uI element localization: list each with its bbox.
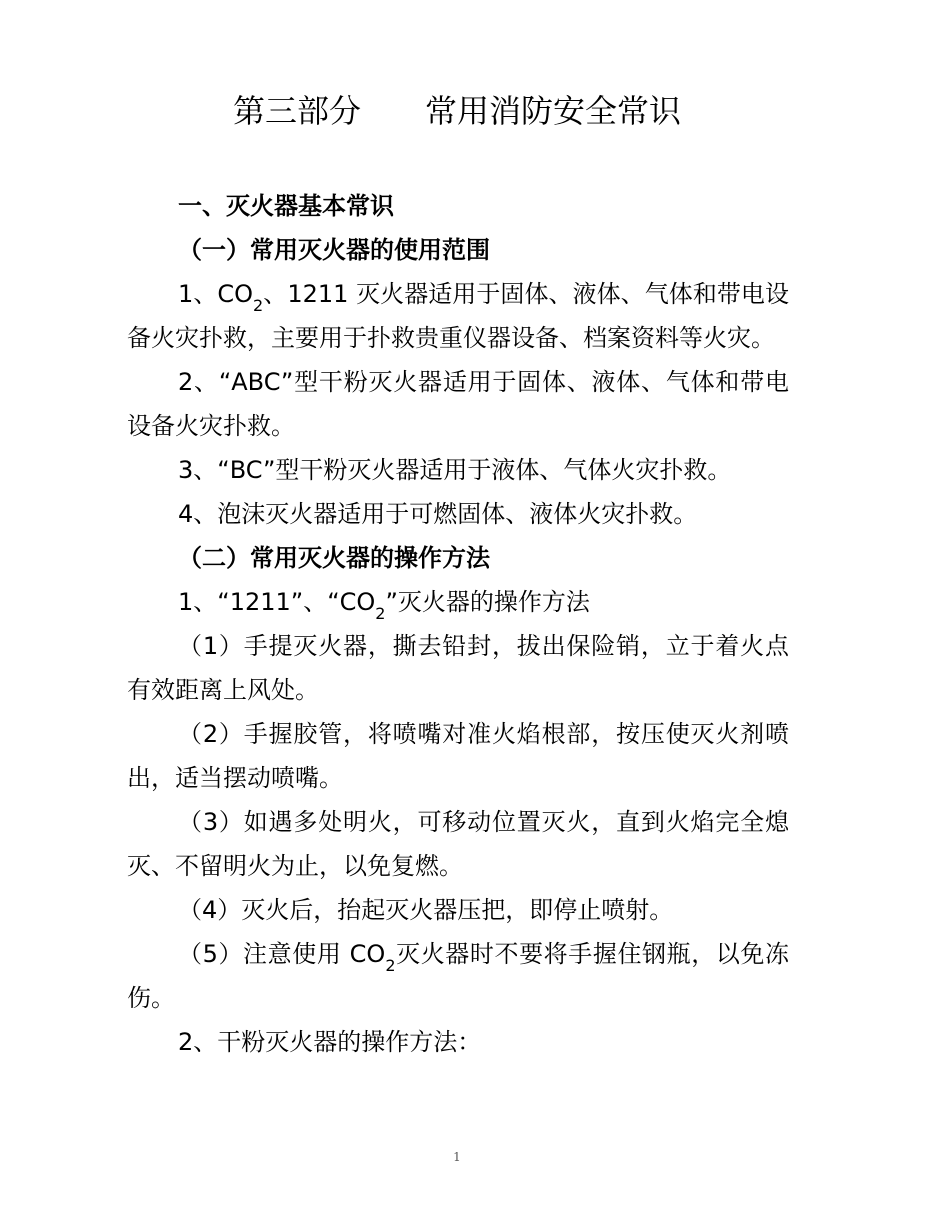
step-4: （4）灭火后，抬起灭火器压把，即停止喷射。 — [178, 896, 674, 924]
subsection-heading: （一）常用灭火器的使用范围 — [178, 236, 490, 264]
page-number: 1 — [453, 1150, 461, 1164]
subscript: 2 — [253, 296, 264, 315]
step-2: （2）手握胶管，将喷嘴对准火焰根部，按压使灭火剂喷出，适当摆动喷嘴。 — [127, 720, 789, 792]
paragraph-operation-2: 2、干粉灭火器的操作方法： — [178, 1028, 482, 1056]
paragraph-operation-1 — [127, 580, 789, 624]
page-title: 第三部分 常用消防安全常识 — [232, 92, 681, 130]
paragraph-bc: 3、“BC”型干粉灭火器适用于液体、气体火灾扑救。 — [178, 456, 732, 484]
document-body — [127, 184, 789, 1064]
paragraph-co2-1211 — [127, 272, 789, 360]
paragraph-text: 1、CO — [178, 280, 254, 308]
step-3: （3）如遇多处明火，可移动位置灭火，直到火焰完全熄灭、不留明火为止，以免复燃。 — [127, 808, 789, 880]
paragraph-foam: 4、泡沫灭火器适用于可燃固体、液体火灾扑救。 — [178, 500, 698, 528]
subscript: 2 — [375, 604, 386, 623]
paragraph-text: 1、“1211”、“CO — [178, 588, 376, 616]
paragraph-text: 灭火器时不要将手握住钢瓶，以免冻伤。 — [127, 940, 790, 1012]
paragraph-text: （5）注意使用 CO — [178, 940, 386, 968]
paragraph-abc: 2、“ABC”型干粉灭火器适用于固体、液体、气体和带电设备火灾扑救。 — [127, 368, 789, 440]
paragraph-text: ”灭火器的操作方法 — [385, 588, 590, 616]
step-1: （1）手提灭火器，撕去铅封，拔出保险销，立于着火点有效距离上风处。 — [127, 632, 789, 704]
section-heading: 一、灭火器基本常识 — [178, 192, 394, 220]
subsection-heading: （二）常用灭火器的操作方法 — [178, 544, 490, 572]
subscript: 2 — [385, 956, 396, 975]
paragraph-text: 、1211 灭火器适用于固体、液体、气体和带电设备火灾扑救，主要用于扑救贵重仪器设备、档案资料等火灾。 — [127, 280, 789, 352]
step-5 — [127, 932, 789, 1020]
